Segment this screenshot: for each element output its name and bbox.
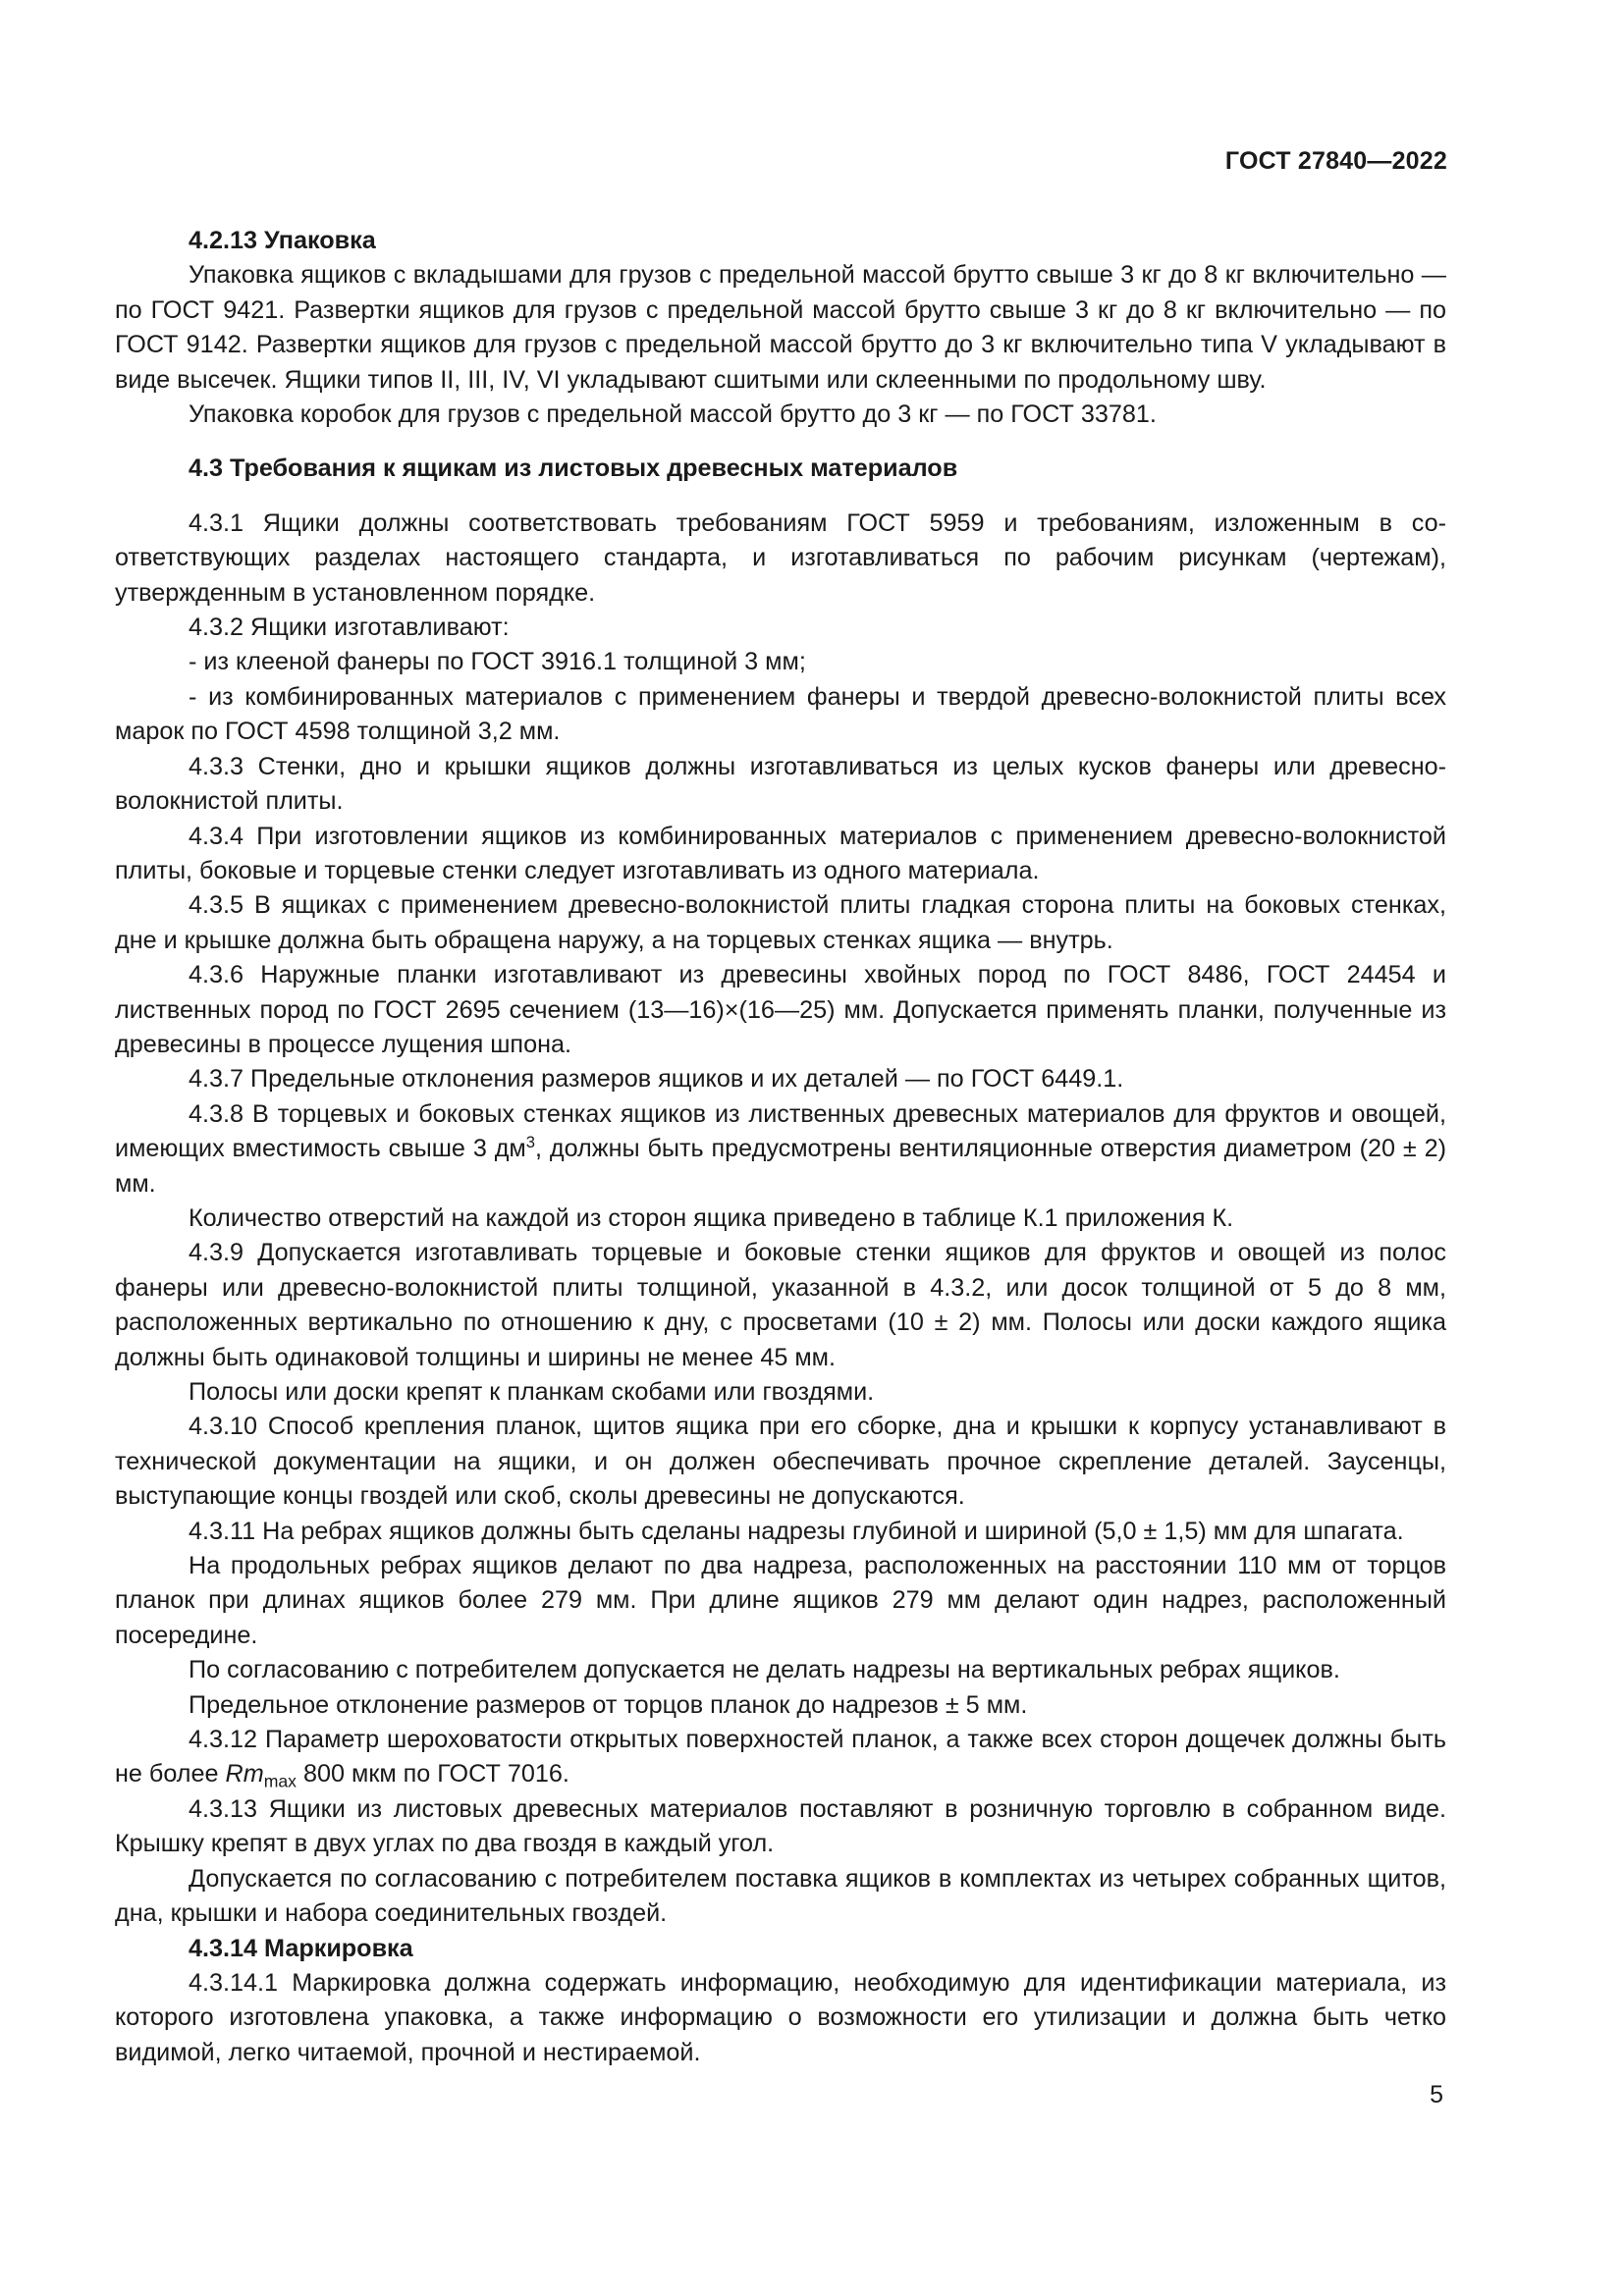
paragraph-4-3-6: 4.3.6 Наружные планки изготавливают из древесины хвойных пород по ГОСТ 8486, ГОСТ 24454 и лиственных пород по ГОСТ 2695 сечением (13—16)×(16—25) мм. Допускается применять планки, полученные из древесины в процессе лущения шпона. — [115, 961, 1446, 1058]
document-header: ГОСТ 27840—2022 — [1224, 147, 1447, 175]
paragraph: По согласованию с потребителем допускается не делать надрезы на вертикальных ребрах ящиков. — [189, 1656, 1340, 1684]
text-run: , должны быть предусмотрены вентиляционные отверстия диаметром (20 ± 2) мм. — [115, 1135, 1446, 1198]
paragraph-4-3-12 — [115, 1723, 1446, 1792]
section-heading-4-3: 4.3 Требования к ящикам из листовых древесных материалов — [189, 454, 958, 483]
paragraph-4-3-5: 4.3.5 В ящиках с применением древесно-волокнистой плиты гладкая сторона плиты на боковых стенках, дне и крышке должна быть обращена наружу, а на торцевых стенках ящика — внутрь. — [115, 891, 1446, 954]
section-heading-4-3-14: 4.3.14 Маркировка — [189, 1934, 413, 1962]
paragraph-4-3-9: 4.3.9 Допускается изготавливать торцевые и боковые стенки ящиков для фруктов и овощей из полос фанеры или древесно-волокнистой плиты толщиной, указанной в 4.3.2, или досок толщиной от 5 до 8 мм, расположенных вертикально по отношению к дну, с просветами (10 ± 2) мм. Полосы или доски каждого ящика должны быть одинаковой толщины и ширины не менее 45 мм. — [115, 1239, 1446, 1371]
paragraph-4-3-1: 4.3.1 Ящики должны соответствовать требованиям ГОСТ 5959 и требованиям, изложенным в соответствующих разделах настоящего стандарта, и изготавливаться по рабочим рисункам (чертежам), утвержденным в установленном порядке. — [115, 508, 1446, 607]
symbol-rm: Rm — [225, 1760, 264, 1789]
document-body — [115, 224, 1446, 2070]
section-heading-4-2-13: 4.2.13 Упаковка — [189, 227, 376, 254]
paragraph: Предельное отклонение размеров от торцов планок до надрезов ± 5 мм. — [189, 1690, 1028, 1719]
paragraph-4-3-3: 4.3.3 Стенки, дно и крышки ящиков должны изготавливаться из целых кусков фанеры или древесно-волокнистой плиты. — [115, 752, 1446, 816]
paragraph-4-3-10: 4.3.10 Способ крепления планок, щитов ящика при его сборке, дна и крышки к корпусу устанавливают в технической документации на ящики, и он должен обеспечивать прочное скрепление деталей. Заусенцы, выступающие концы гвоздей или скоб, сколы древесины не допускаются. — [115, 1413, 1446, 1511]
paragraph: Допускается по согласованию с потребителем поставка ящиков в комплектах из четырех собранных щитов, дна, крышки и набора соединительных гвоздей. — [115, 1864, 1446, 1928]
paragraph: Упаковка коробок для грузов с предельной массой брутто до 3 кг — по ГОСТ 33781. — [189, 400, 1157, 429]
text-run: 4.3.8 В торцевых и боковых стенках ящиков из лиственных древесных материалов для фруктов и овощей, имеющих вместимость свыше 3 дм — [115, 1099, 1446, 1163]
paragraph-4-3-2: 4.3.2 Ящики изготавливают: — [189, 614, 510, 642]
paragraph: На продольных ребрах ящиков делают по два надреза, расположенных на расстоянии 110 мм от торцов планок при длинах ящиков более 279 мм. При длине ящиков 279 мм делают один надрез, расположенный посередине. — [115, 1552, 1446, 1649]
paragraph-4-3-11: 4.3.11 На ребрах ящиков должны быть сделаны надрезы глубиной и шириной (5,0 ± 1,5) мм для шпагата. — [189, 1517, 1404, 1545]
superscript: 3 — [525, 1133, 535, 1152]
subscript: max — [263, 1771, 297, 1791]
page-number: 5 — [1430, 2081, 1443, 2109]
paragraph: Упаковка ящиков с вкладышами для грузов с предельной массой брутто свыше 3 кг до 8 кг включительно — по ГОСТ 9421. Развертки ящиков для грузов с предельной массой брутто свыше 3 кг до 8 кг включительно — по ГОСТ 9142. Развертки ящиков для грузов с предельной массой брутто до 3 кг включительно типа V укладывают в виде высечек. Ящики типов II, III, IV, VI укладывают сшитыми или склеенными по продольному шву. — [115, 261, 1446, 394]
paragraph-4-3-13: 4.3.13 Ящики из листовых древесных материалов поставляют в розничную торговлю в собранном виде. Крышку крепят в двух углах по два гвоздя в каждый угол. — [115, 1794, 1446, 1858]
paragraph-4-3-14-1: 4.3.14.1 Маркировка должна содержать информацию, необходимую для идентификации материала, из которого изготовлена упаковка, а также информацию о возможности его утилизации и должна быть четко видимой, легко читаемой, прочной и нестираемой. — [115, 1968, 1446, 2066]
list-item: - из комбинированных материалов с применением фанеры и твердой древесно-волокнистой плиты всех марок по ГОСТ 4598 толщиной 3,2 мм. — [115, 682, 1446, 746]
text-run: 800 мкм по ГОСТ 7016. — [296, 1760, 569, 1789]
paragraph: Полосы или доски крепят к планкам скобами или гвоздями. — [189, 1378, 875, 1406]
list-item: - из клееной фанеры по ГОСТ 3916.1 толщиной 3 мм; — [189, 648, 806, 676]
paragraph-4-3-7: 4.3.7 Предельные отклонения размеров ящиков и их деталей — по ГОСТ 6449.1. — [189, 1065, 1124, 1094]
text-run: 4.3.12 Параметр шероховатости открытых поверхностей планок, а также всех сторон дощечек должны быть не более — [115, 1726, 1446, 1789]
paragraph-4-3-8 — [115, 1097, 1446, 1201]
paragraph: Количество отверстий на каждой из сторон ящика приведено в таблице К.1 приложения К. — [189, 1203, 1234, 1232]
paragraph-4-3-4: 4.3.4 При изготовлении ящиков из комбинированных материалов с применением древесно-волокнистой плиты, боковые и торцевые стенки следует изготавливать из одного материала. — [115, 822, 1446, 884]
